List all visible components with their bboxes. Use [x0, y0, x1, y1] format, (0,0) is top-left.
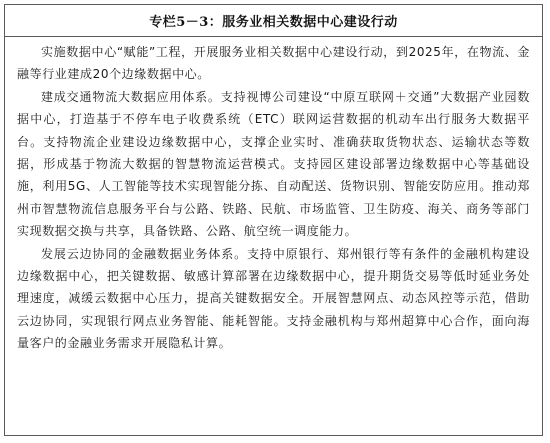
column-body [5, 37, 542, 355]
paragraph-data-center-goal: 实施数据中心“赋能”工程，开展服务业相关数据中心建设行动，到2025年，在物流、金融等行业建成20个边缘数据中心。 [17, 45, 530, 82]
column-box [4, 4, 543, 436]
paragraph-logistics: 建成交通物流大数据应用体系。支持视博公司建设“中原互联网＋交通”大数据产业园数据中心，打造基于不停车电子收费系统（ETC）联网运营数据的机动车出行服务大数据平台。支持物流企业建设边缘数据中心，支撑企业实时、准确获取货物状态、运输状态等数据，形成基于物流大数据的智慧物流运营模式。支持园区建设部署边缘数据中心等基础设施，利用5G、人工智能等技术实现智能分拣、自动配送、货物识别、智能安防应用。推动郑州市智慧物流信息服务平台与公路、铁路、民航、市场监管、卫生防疫、海关、商务等部门实现数据交换与共享，具备铁路、公路、航空统一调度能力。 [17, 89, 530, 239]
column-title: 专栏5－3：服务业相关数据中心建设行动 [5, 5, 542, 37]
paragraph-finance: 发展云边协同的金融数据业务体系。支持中原银行、郑州银行等有条件的金融机构建设边缘数据中心，把关键数据、敏感计算部署在边缘数据中心，提升期货交易等低时延业务处理速度，减缓云数据中心压力，提高关键数据安全。开展智慧网点、动态风控等示范，借助云边协同，实现银行网点业务智能、能耗智能。支持金融机构与郑州超算中心合作，面向海量客户的金融业务需求开展隐私计算。 [17, 246, 530, 351]
